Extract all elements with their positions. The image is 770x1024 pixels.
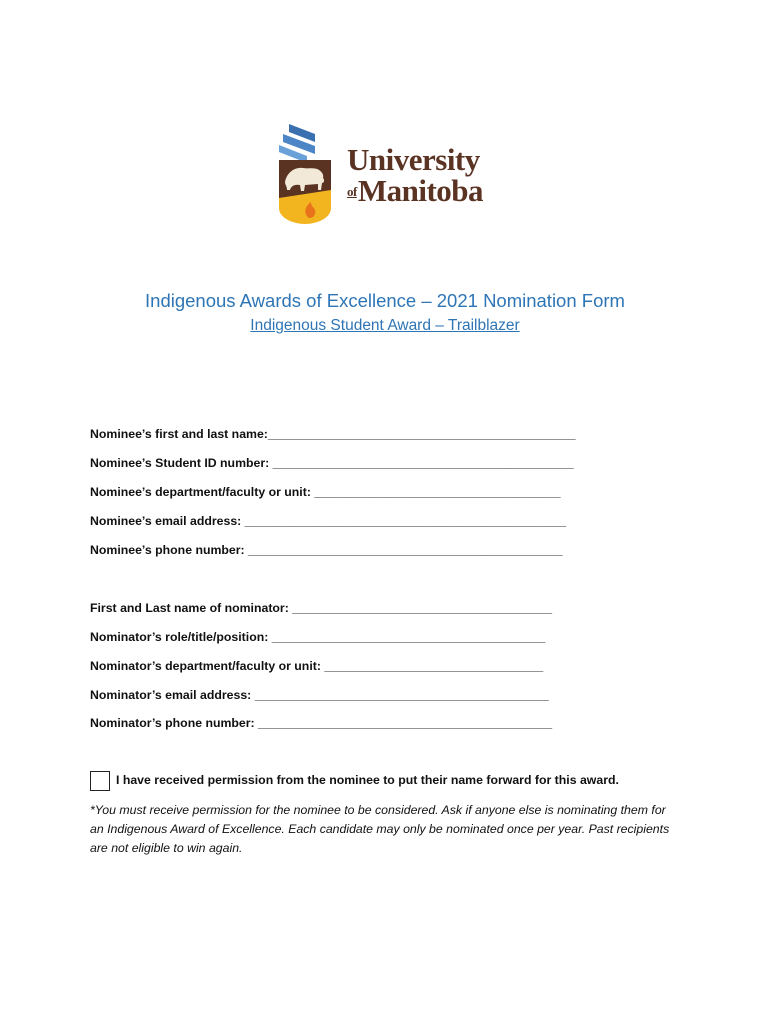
form-title: Indigenous Awards of Excellence – 2021 Nomination Form <box>145 290 625 311</box>
nominator-phone-field[interactable]: Nominator’s phone number: ___________________________________________ <box>90 716 553 730</box>
logo-wordmark-of: of <box>347 184 357 199</box>
nominee-department-field[interactable]: Nominee’s department/faculty or unit: ____________________________________ <box>90 485 561 499</box>
form-subtitle <box>0 317 770 335</box>
nominator-name-field[interactable]: First and Last name of nominator: ______________________________________ <box>90 601 553 615</box>
nominee-phone-field[interactable]: Nominee’s phone number: ______________________________________________ <box>90 543 563 557</box>
permission-label: I have received permission from the nominee to put their name forward for this award. <box>116 773 619 787</box>
nominee-name-field[interactable]: Nominee’s first and last name:_____________________________________________ <box>90 427 576 441</box>
permission-checkbox[interactable] <box>90 771 110 791</box>
logo-wordmark <box>347 144 483 206</box>
nominator-email-field[interactable]: Nominator’s email address: ___________________________________________ <box>90 688 549 702</box>
nominator-role-field[interactable]: Nominator’s role/title/position: ________________________________________ <box>90 630 546 644</box>
logo-wordmark-line1: University <box>347 142 480 177</box>
bison-crest-icon <box>275 120 337 226</box>
form-subtitle-text: Indigenous Student Award – Trailblazer <box>250 317 520 334</box>
university-logo <box>275 118 500 228</box>
nominee-email-field[interactable]: Nominee’s email address: _______________________________________________ <box>90 514 567 528</box>
logo-wordmark-line2 <box>347 175 483 206</box>
nominee-student-id-field[interactable]: Nominee’s Student ID number: ____________________________________________ <box>90 456 574 470</box>
logo-wordmark-manitoba: Manitoba <box>357 173 484 208</box>
nominator-department-field[interactable]: Nominator’s department/faculty or unit: ________________________________ <box>90 659 544 673</box>
eligibility-note: *You must receive permission for the nominee to be considered. Ask if anyone else is nominating them for an Indigenous Award of Excellence. Each candidate may only be nominated once per year. Past recipients are not eligible to win again. <box>90 803 670 855</box>
